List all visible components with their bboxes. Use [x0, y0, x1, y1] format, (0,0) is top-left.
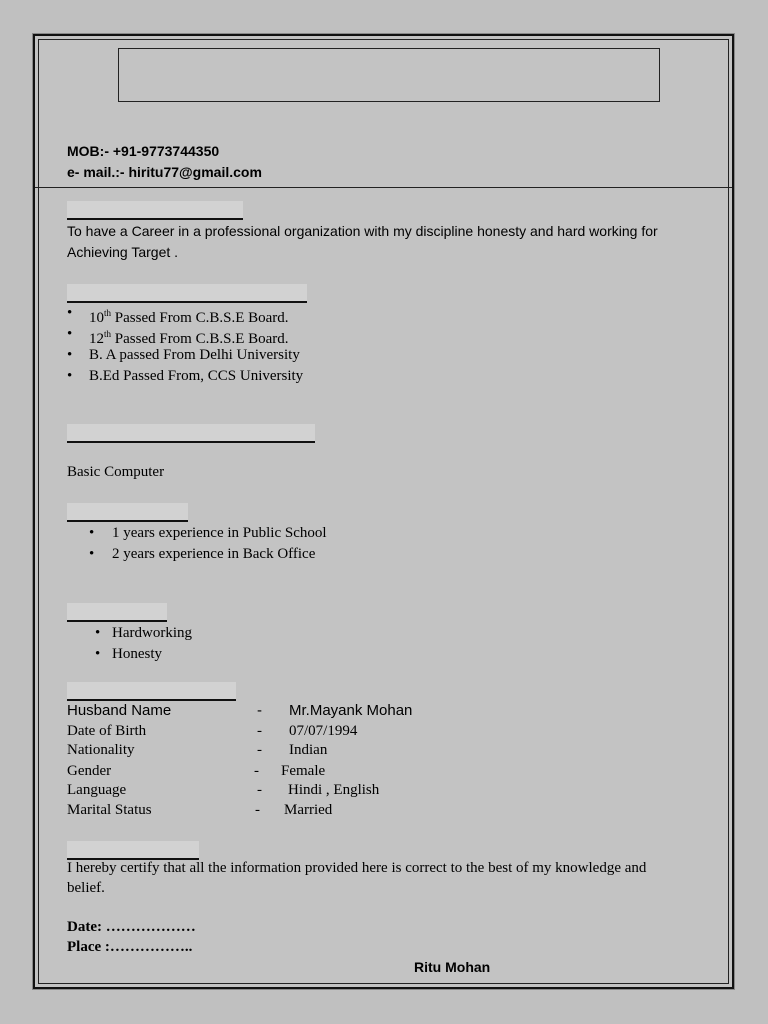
personal-value: Female: [281, 763, 326, 779]
dash: -: [257, 742, 262, 758]
bullet-icon: •: [67, 368, 73, 384]
bullet-icon: •: [67, 305, 73, 321]
strengths-heading-bar: [67, 603, 167, 622]
signature-name: Ritu Mohan: [414, 959, 491, 975]
list-item: [67, 366, 303, 387]
personal-key: Gender: [67, 763, 112, 779]
objective-heading-bar: [67, 201, 243, 220]
personal-value: Hindi , English: [288, 782, 380, 798]
personal-key: Date of Birth: [67, 723, 147, 739]
list-item: [95, 644, 192, 665]
edu-text: 10th Passed From C.B.S.E Board.: [89, 308, 289, 326]
date-label: Date: ………………: [67, 919, 196, 935]
personal-row: [67, 723, 567, 743]
list-item: [67, 303, 303, 324]
dash: -: [257, 782, 262, 798]
dash: -: [257, 723, 262, 739]
objective-line-1: To have a Career in a professional organization with my discipline honesty and hard working for: [67, 223, 658, 239]
bullet-icon: •: [95, 625, 101, 641]
declaration-heading-bar: [67, 841, 199, 860]
place-label: Place :……………..: [67, 939, 193, 955]
list-item: [95, 623, 192, 644]
mobile-number: MOB:- +91-9773744350: [67, 143, 220, 159]
bullet-icon: •: [95, 646, 101, 662]
personal-value: Indian: [289, 742, 328, 758]
personal-value: 07/07/1994: [289, 723, 358, 739]
strengths-list: [95, 623, 192, 665]
personal-row: [67, 742, 567, 762]
edu-text: 12th Passed From C.B.S.E Board.: [89, 329, 289, 347]
declaration-line-1: I hereby certify that all the information provided here is correct to the best of my knowledge and: [67, 860, 647, 876]
declaration-line-2: belief.: [67, 880, 105, 896]
bullet-icon: •: [67, 347, 73, 363]
education-heading-bar: [67, 284, 307, 303]
list-item: [89, 544, 327, 565]
personal-row: [67, 702, 567, 722]
strength-text: Honesty: [112, 646, 162, 662]
personal-key: Nationality: [67, 742, 135, 758]
dash: -: [255, 802, 260, 818]
resume-page: [33, 34, 734, 989]
education-list: [67, 303, 303, 387]
list-item: [67, 324, 303, 345]
list-item: [67, 345, 303, 366]
dash: -: [257, 702, 262, 719]
personal-key: Husband Name: [67, 702, 172, 719]
experience-list: [89, 523, 327, 565]
header-divider: [35, 187, 732, 188]
skills-text: Basic Computer: [67, 464, 165, 480]
list-item: [89, 523, 327, 544]
edu-text: B.Ed Passed From, CCS University: [89, 368, 304, 384]
personal-value: Mr.Mayank Mohan: [289, 702, 413, 719]
personal-row: [67, 782, 567, 802]
dash: -: [254, 763, 259, 779]
bullet-icon: •: [67, 326, 73, 342]
personal-row: [67, 763, 567, 783]
experience-text: 1 years experience in Public School: [112, 525, 327, 541]
experience-heading-bar: [67, 503, 188, 522]
bullet-icon: •: [89, 525, 95, 541]
edu-text: B. A passed From Delhi University: [89, 347, 300, 363]
skills-heading-bar: [67, 424, 315, 443]
personal-heading-bar: [67, 682, 236, 701]
personal-row: [67, 802, 567, 822]
experience-text: 2 years experience in Back Office: [112, 546, 316, 562]
strength-text: Hardworking: [112, 625, 192, 641]
bullet-icon: •: [89, 546, 95, 562]
objective-line-2: Achieving Target .: [67, 244, 179, 260]
personal-key: Marital Status: [67, 802, 152, 818]
personal-key: Language: [67, 782, 127, 798]
email-address: e- mail.:- hiritu77@gmail.com: [67, 164, 262, 180]
personal-value: Married: [284, 802, 333, 818]
name-header-box: [118, 48, 660, 102]
